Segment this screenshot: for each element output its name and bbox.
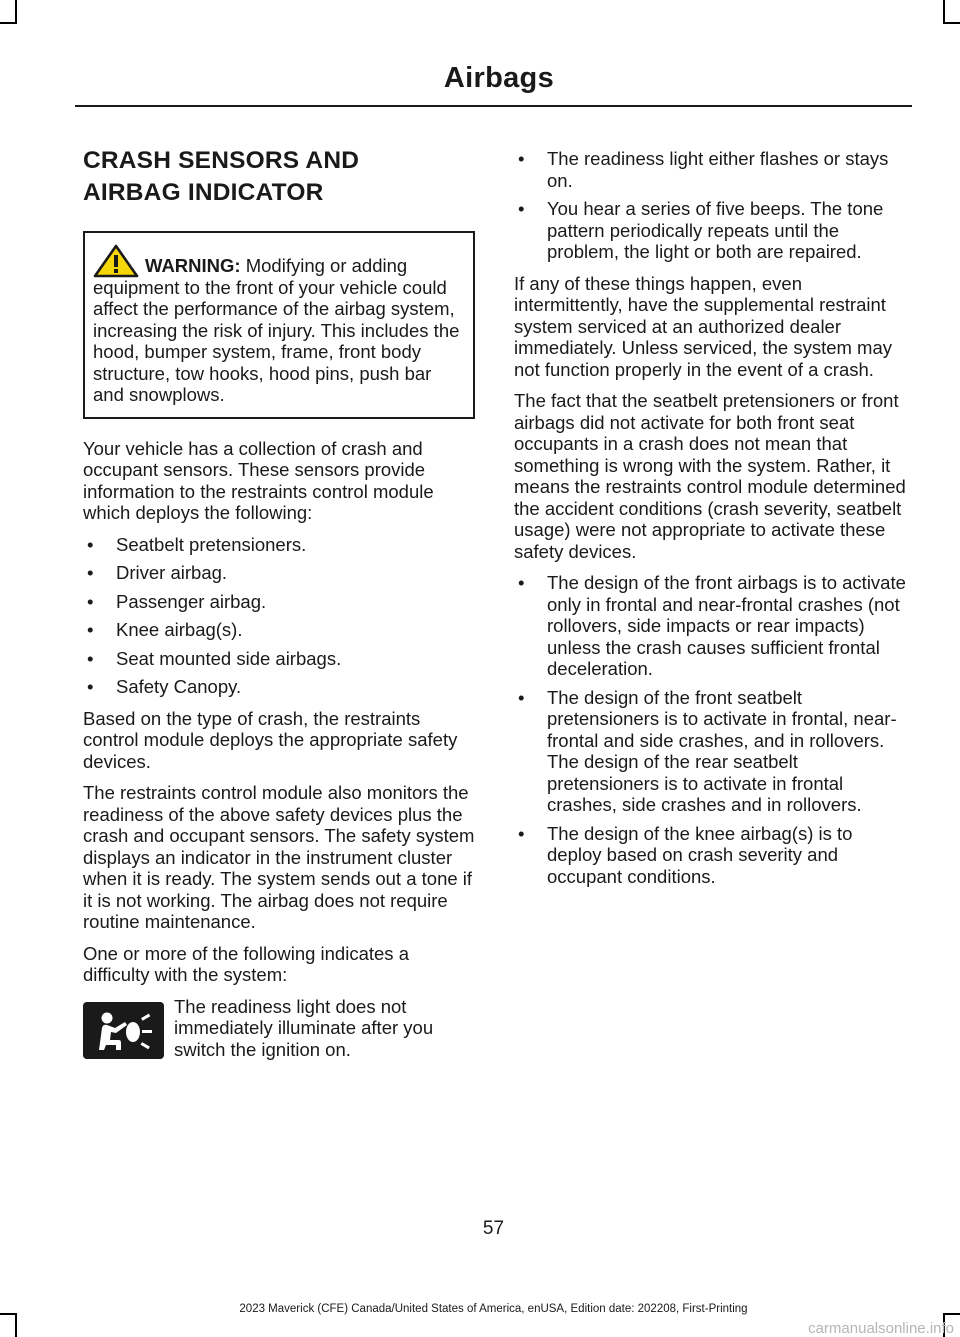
bullet: • — [87, 562, 94, 583]
footer-edition-text: 2023 Maverick (CFE) Canada/United States of America, enUSA, Edition date: 202208, First-Printing — [239, 1303, 748, 1315]
list-item-text: Seat mounted side airbags. — [116, 647, 342, 669]
list-item — [514, 148, 908, 191]
list-item-text: Driver airbag. — [116, 562, 228, 583]
airbag-warning-lamp-icon — [83, 1002, 164, 1059]
list-item — [514, 823, 908, 888]
watermark: carmanualsonline.info — [808, 1320, 954, 1337]
list-item — [83, 676, 475, 698]
warning-text — [93, 255, 465, 406]
list-item-text: Passenger airbag. — [116, 590, 267, 612]
crop-mark — [943, 0, 945, 22]
bullet: • — [87, 647, 94, 669]
list-item-text: Knee airbag(s). — [116, 619, 243, 640]
right-column — [514, 148, 908, 897]
page-header-title: Airbags — [443, 62, 554, 94]
bullet: • — [518, 822, 525, 844]
bullet: • — [518, 148, 525, 169]
section-title-line1: CRASH SENSORS AND — [83, 147, 360, 174]
list-item-text: The design of the front airbags is to activate only in frontal and near-frontal crashes (not rollovers, side impacts or rear impacts) unless the crash causes sufficient frontal deceleration. — [547, 572, 906, 679]
list-item — [83, 619, 475, 641]
bullet: • — [518, 686, 525, 708]
list-item — [83, 534, 475, 556]
list-item — [83, 562, 475, 584]
design-list — [514, 572, 908, 887]
fact-paragraph: The fact that the seatbelt pretensioners or front airbags did not activate for both front seat occupants in a crash does not mean that something is wrong with the system. Rather, it means the restraints control module determined the accident conditions (crash severity, seatbelt usage) were not appropriate to activate these safety devices. — [514, 390, 906, 562]
indicator-row — [83, 996, 475, 1062]
section-title — [83, 145, 475, 209]
list-item — [514, 572, 908, 680]
crop-mark — [15, 1313, 17, 1337]
warning-body: Modifying or adding equipment to the front of your vehicle could affect the performance of the airbag system, increasing the risk of injury. This includes the hood, bumper system, frame, front body structure, tow hooks, hood pins, push bar and snowplows. — [93, 255, 460, 405]
indicator-text: The readiness light does not immediately illuminate after you switch the ignition on. — [174, 995, 434, 1060]
list-item — [83, 591, 475, 613]
warning-triangle-icon — [93, 244, 139, 278]
bullet: • — [87, 590, 94, 612]
section-title-line2: AIRBAG INDICATOR — [83, 179, 324, 206]
device-list — [83, 534, 475, 698]
list-item-text: The readiness light either flashes or stays on. — [547, 148, 889, 191]
page-number: 57 — [482, 1218, 505, 1239]
warning-label: WARNING: — [145, 255, 241, 276]
bullet: • — [518, 572, 525, 593]
based-paragraph: Based on the type of crash, the restraints control module deploys the appropriate safety devices. — [83, 707, 458, 772]
bullet: • — [87, 619, 94, 640]
list-item-text: Safety Canopy. — [116, 676, 242, 697]
crop-mark — [0, 22, 17, 24]
list-item — [514, 198, 908, 263]
monitor-paragraph: The restraints control module also monitors the readiness of the above safety devices plus the crash and occupant sensors. The safety system displays an indicator in the instrument cluster when it is ready. The system sends out a tone if it is not working. The airbag does not require routine maintenance. — [83, 782, 475, 932]
service-paragraph: If any of these things happen, even intermittently, have the supplemental restraint system serviced at an authorized dealer immediately. Unless serviced, the system may not function properly in the event of a crash. — [514, 272, 892, 380]
list-item — [83, 648, 475, 670]
symptom-list — [514, 148, 908, 263]
difficulty-paragraph: One or more of the following indicates a difficulty with the system: — [83, 942, 409, 985]
list-item-text: The design of the front seatbelt pretensioners is to activate in frontal, near-frontal and side crashes, and in rollovers. The design of the rear seatbelt pretensioners is to activate in frontal crashes, side crashes and in rollovers. — [547, 686, 897, 815]
list-item-text: Seatbelt pretensioners. — [116, 533, 307, 555]
list-item — [514, 687, 908, 816]
crop-mark — [943, 22, 960, 24]
header-rule — [75, 105, 912, 107]
warning-box — [83, 231, 475, 419]
intro-paragraph: Your vehicle has a collection of crash and occupant sensors. These sensors provide information to the restraints control module which deploys the following: — [83, 437, 434, 523]
bullet: • — [518, 198, 525, 219]
crop-mark — [15, 0, 17, 22]
bullet: • — [87, 533, 94, 555]
left-column — [83, 145, 475, 1062]
list-item-text: The design of the knee airbag(s) is to deploy based on crash severity and occupant conditions. — [547, 822, 853, 887]
bullet: • — [87, 676, 94, 697]
list-item-text: You hear a series of five beeps. The tone pattern periodically repeats until the problem, the light or both are repaired. — [547, 198, 884, 262]
